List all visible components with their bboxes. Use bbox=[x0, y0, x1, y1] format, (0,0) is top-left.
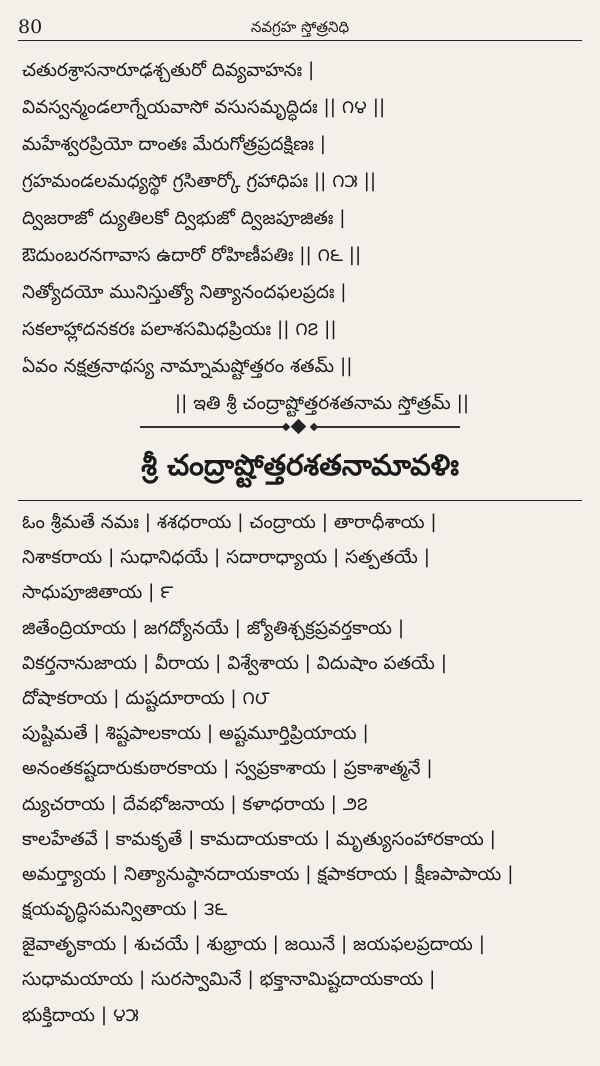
verse-line: వివస్వన్మండలాగ్నేయవాసో వసుసమృద్ధిదః || ౧౪ || bbox=[22, 97, 386, 118]
namavali-line: నిశాకరాయ | సుధానిధయే | సదారాధ్యాయ | సత్పతయే | bbox=[22, 547, 430, 569]
namavali-line: క్షయవృద్ధిసమన్వితాయ | ౩౬ bbox=[22, 899, 228, 921]
verse-line: చతురశ్రాసనారూఢశ్చతురో దివ్యవాహనః | bbox=[22, 60, 315, 81]
namavali-line: కాలహేతవే | కామకృతే | కామదాయకాయ | మృత్యుసంహారకాయ | bbox=[22, 828, 496, 850]
namavali-list bbox=[22, 505, 582, 1033]
page-header bbox=[18, 10, 582, 40]
namavali-line: ద్యుచరాయ | దేవభోజనాయ | కళాధరాయ | ౨౭ bbox=[22, 793, 368, 815]
verse-line: సకలాహ్లాదనకరః పలాశసమిధప్రియః || ౧౭ || bbox=[22, 319, 337, 340]
namavali-line: జైవాతృకాయ | శుచయే | శుభ్రాయ | జయినే | జయఫలప్రదాయ | bbox=[22, 934, 485, 956]
namavali-line: ఓం శ్రీమతే నమః | శశధరాయ | చంద్రాయ | తారాధీశాయ | bbox=[22, 512, 437, 533]
heading-rule bbox=[18, 500, 582, 501]
colophon-line: || ఇతి శ్రీ చంద్రాష్టోత్తరశతనామ స్తోత్రమ్ || bbox=[174, 393, 470, 414]
verse-line: ఏవం నక్షత్రనాథస్య నామ్నామష్టోత్తరం శతమ్ || bbox=[22, 356, 353, 377]
verse-line: నిత్యోదయో మునిస్తుత్యో నిత్యానందఫలప్రదః | bbox=[22, 282, 347, 303]
verse-line: మహేశ్వరప్రియో దాంతః మేరుగోత్రప్రదక్షిణః | bbox=[22, 134, 326, 155]
section-heading: శ్రీ చంద్రాష్టోత్తరశతనామావళిః bbox=[141, 448, 459, 482]
namavali-line: పుష్టిమతే | శిష్టపాలకాయ | అష్టమూర్తిప్రియాయ | bbox=[22, 723, 369, 745]
section-divider-ornament bbox=[140, 420, 460, 434]
verse-line: ద్విజరాజో ద్యుతిలకో ద్విభుజో ద్విజపూజితః | bbox=[22, 208, 346, 229]
namavali-line: దోషాకరాయ | దుష్టదూరాయ | ౧౮ bbox=[22, 687, 270, 709]
namavali-line: సుధామయాయ | సురస్వామినే | భక్తానామిష్టదాయకాయ | bbox=[22, 969, 436, 991]
verse-line: ఔదుంబరనగావాస ఉదారో రోహిణీపతిః || ౧౬ || bbox=[22, 245, 362, 266]
stotram-verses bbox=[22, 52, 582, 422]
namavali-line: అమర్త్యాయ | నిత్యానుష్ఠానదాయకాయ | క్షపాకరాయ | క్షీణపాపాయ | bbox=[22, 863, 514, 885]
running-title: నవగ్రహ స్తోత్రనిధి bbox=[250, 18, 350, 36]
page-number: 80 bbox=[18, 16, 43, 38]
namavali-line: వికర్తనానుజాయ | వీరాయ | విశ్వేశాయ | విదుషాం పతయే | bbox=[22, 652, 447, 674]
namavali-line: సాధుపూజితాయ | ౯ bbox=[22, 582, 174, 604]
namavali-line: అనంతకష్టదారుకుఠారకాయ | స్వప్రకాశాయ | ప్రకాశాత్మనే | bbox=[22, 758, 433, 780]
header-rule bbox=[18, 40, 582, 41]
namavali-line: జితేంద్రియాయ | జగద్యోనయే | జ్యోతిశ్చక్రప్రవర్తకాయ | bbox=[22, 617, 405, 639]
verse-line: గ్రహమండలమధ్యస్థో గ్రసితార్కో గ్రహాధిపః || ౧౫ || bbox=[22, 171, 377, 192]
namavali-line: భుక్తిదాయ | ౪౫ bbox=[22, 1004, 139, 1026]
